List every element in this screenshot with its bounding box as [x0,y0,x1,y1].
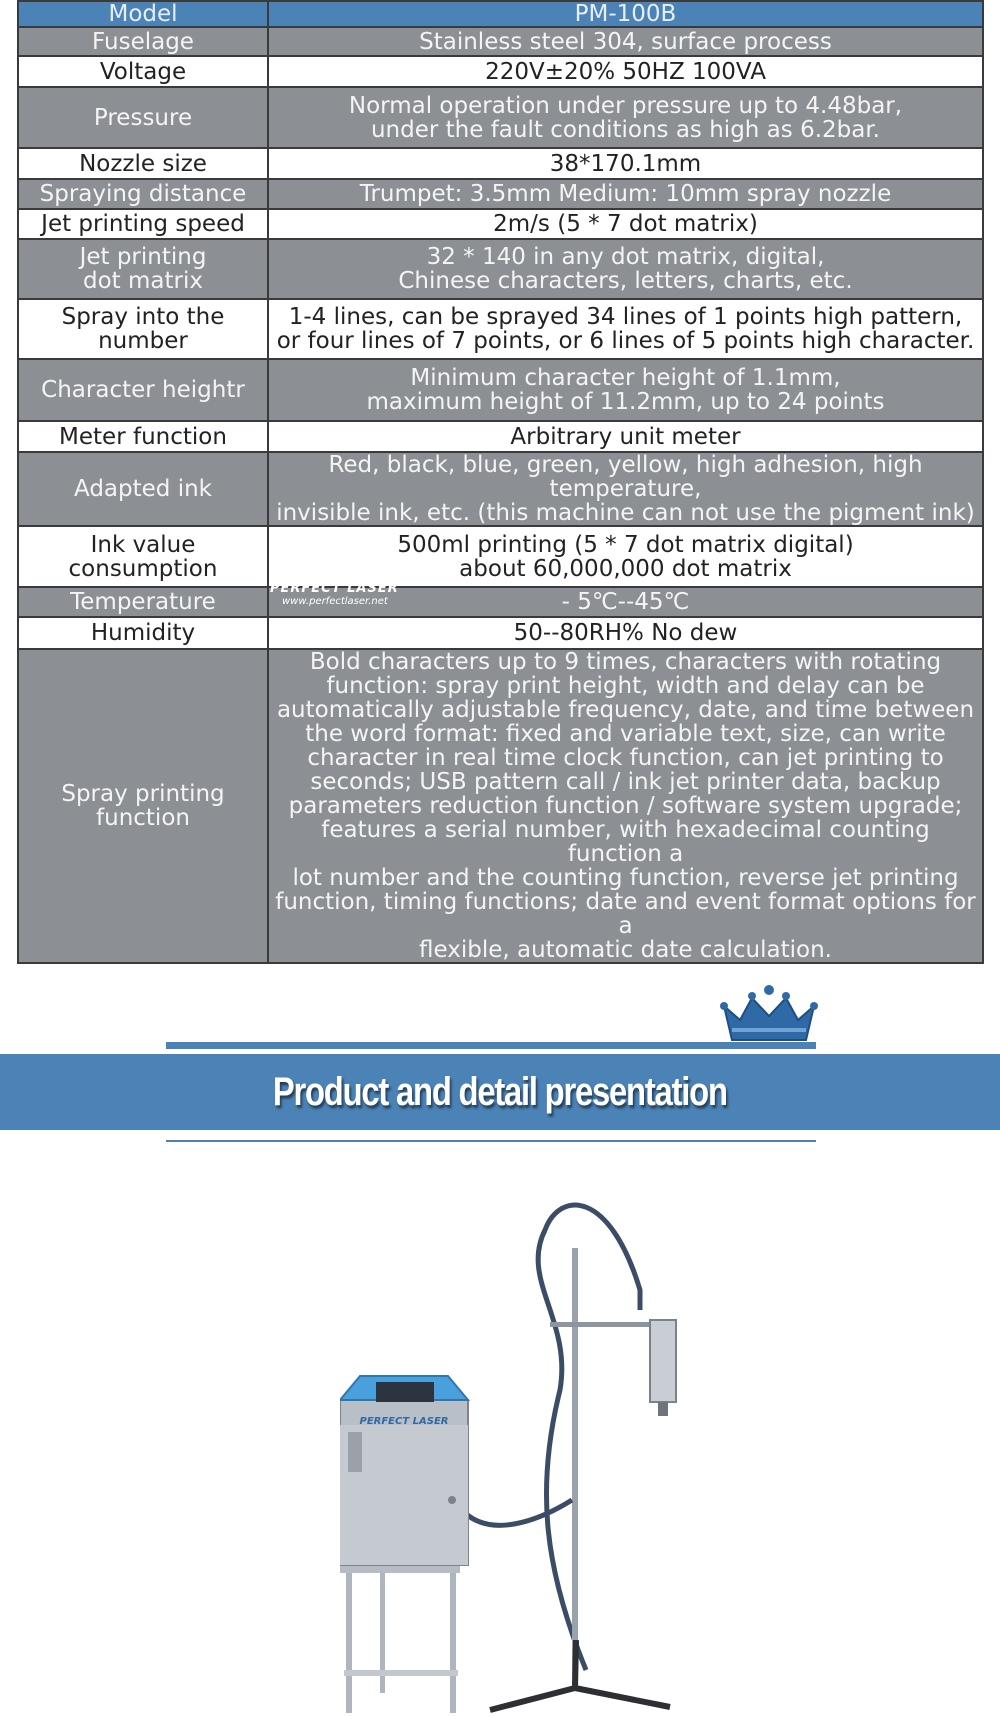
spec-label: Nozzle size [18,148,268,179]
spec-row [18,452,983,526]
spec-value: Red, black, blue, green, yellow, high adhesion, high temperature, invisible ink, etc. (this machine can not use the pigment ink) [268,452,983,526]
spec-value: 1-4 lines, can be sprayed 34 lines of 1 points high pattern, or four lines of 7 points, or 6 lines of 5 points high character. [268,299,983,359]
spec-row [18,299,983,359]
spec-table [17,0,984,964]
spec-label: Spray printing function [18,649,268,963]
spec-label: Model [18,1,268,27]
spec-label: Fuselage [18,27,268,56]
spec-label: Character heightr [18,359,268,421]
inkjet-printer-image [340,1170,700,1717]
watermark-url: www.perfectlaser.net [282,596,388,607]
spec-row [18,56,983,87]
spec-row [18,209,983,239]
product-label: PERFECT LASER [359,1416,449,1427]
spec-row [18,587,983,617]
spec-row [18,359,983,421]
spec-label: Ink value consumption [18,526,268,587]
spec-value: 50--80RH% No dew [268,617,983,649]
spec-label: Spraying distance [18,179,268,209]
spec-value: 38*170.1mm [268,148,983,179]
section-banner [0,1054,1000,1130]
spec-label: Jet printing speed [18,209,268,239]
spec-value: Minimum character height of 1.1mm, maximum height of 11.2mm, up to 24 points [268,359,983,421]
spec-value: Stainless steel 304, surface process [268,27,983,56]
spec-value: Normal operation under pressure up to 4.48bar, under the fault conditions as high as 6.2bar. [268,87,983,148]
spec-value: 220V±20% 50HZ 100VA [268,56,983,87]
crown-icon [720,984,818,1042]
spec-row [18,27,983,56]
divider-top [166,1042,816,1049]
spec-row [18,649,983,963]
spec-label: Pressure [18,87,268,148]
spec-row [18,87,983,148]
spec-value: Arbitrary unit meter [268,421,983,452]
spec-label: Temperature [18,587,268,617]
spec-label: Meter function [18,421,268,452]
section-title: Product and detail presentation [273,1069,727,1114]
watermark [270,582,399,607]
spec-row [18,421,983,452]
watermark-brand: PERFECT LASER [270,581,399,596]
spec-row-model [18,1,983,27]
spec-label: Voltage [18,56,268,87]
spec-value: 32 * 140 in any dot matrix, digital, Chinese characters, letters, charts, etc. [268,239,983,299]
spec-row [18,526,983,587]
spec-row [18,179,983,209]
spec-value: 2m/s (5 * 7 dot matrix) [268,209,983,239]
spec-label: Spray into the number [18,299,268,359]
spec-value: Trumpet: 3.5mm Medium: 10mm spray nozzle [268,179,983,209]
spec-value: Bold characters up to 9 times, characters with rotating function: spray print height, width and delay can be automatically adjustable frequency, date, and time between the word format: fixed and variable text, size, can write character in real time clock function, can jet printing to seconds; USB pattern call / ink jet printer data, backup parameters reduction function / software system upgrade; features a serial number, with hexadecimal counting function a lot number and the counting function, reverse jet printing function, timing functions; date and event format options for a flexible, automatic date calculation. [268,649,983,963]
spec-label: Jet printing dot matrix [18,239,268,299]
spec-value: 500ml printing (5 * 7 dot matrix digital) about 60,000,000 dot matrix [268,526,983,587]
spec-value: - 5℃--45℃ [268,587,983,617]
spec-value: PM-100B [268,1,983,27]
spec-row [18,239,983,299]
spec-label: Adapted ink [18,452,268,526]
spec-row [18,148,983,179]
divider-bottom [166,1140,816,1142]
spec-row [18,617,983,649]
spec-label: Humidity [18,617,268,649]
